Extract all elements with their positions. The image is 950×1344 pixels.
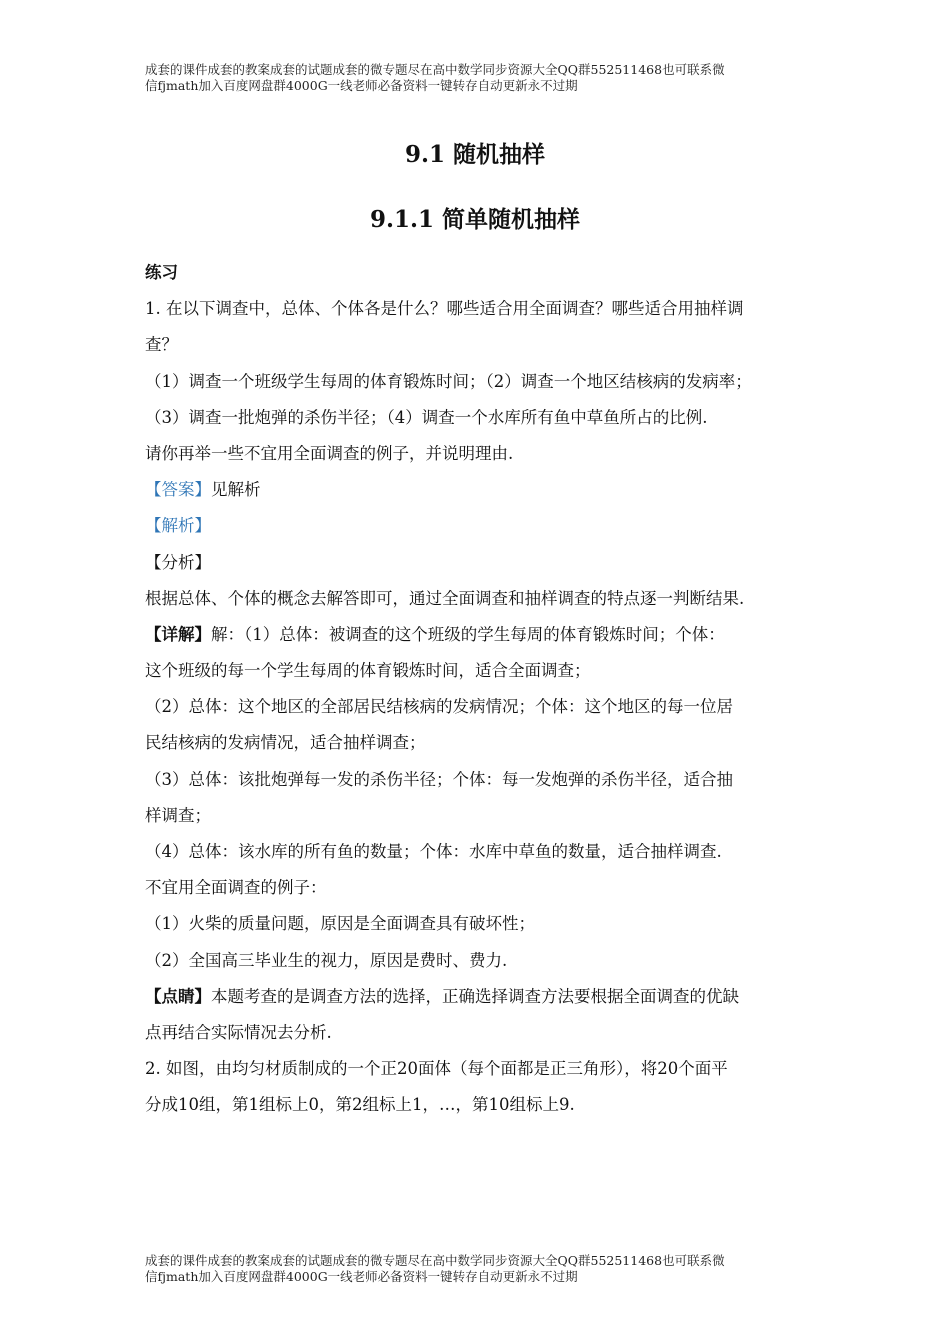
detail-line-10: （2）全国高三毕业生的视力，原因是费时、费力.: [145, 950, 508, 970]
detail-line-5: （3）总体：该批炮弹每一发的杀伤半径；个体：每一发炮弹的杀伤半径，适合抽: [145, 769, 733, 789]
detail-line-4: 民结核病的发病情况，适合抽样调查；: [145, 733, 426, 753]
detail-tag: 【详解】: [145, 624, 211, 644]
detail-line-7: （4）总体：该水库的所有鱼的数量；个体：水库中草鱼的数量，适合抽样调查.: [145, 842, 722, 861]
detail-line-2: 这个班级的每一个学生每周的体育锻炼时间，适合全面调查；: [145, 661, 591, 681]
footer-line-2: 信fjmath加入百度网盘群4000G一线老师必备资料一键转存自动更新永不过期: [145, 1269, 578, 1284]
question-1-line-2: 查？: [145, 335, 178, 355]
answer-tag: 【答案】: [145, 480, 211, 500]
footer-line-1: 成套的课件成套的教案成套的试题成套的微专题尽在高中数学同步资源大全QQ群552511468也可联系微: [145, 1253, 725, 1268]
detail-line-3: （2）总体：这个地区的全部居民结核病的发病情况；个体：这个地区的每一位居: [145, 697, 733, 717]
detail-line-9: （1）火柴的质量问题，原因是全面调查具有破坏性；: [145, 914, 535, 934]
page-footer: [145, 1253, 810, 1285]
question-1-items-2: （3）调查一批炮弹的杀伤半径；（4）调查一个水库所有鱼中草鱼所占的比例.: [145, 407, 708, 427]
question-1-ask: 请你再举一些不宜用全面调查的例子，并说明理由.: [145, 443, 514, 463]
question-1-items-1: （1）调查一个班级学生每周的体育锻炼时间；（2）调查一个地区结核病的发病率；: [145, 371, 752, 391]
question-2-line-2: 分成10组，第1组标上0，第2组标上1，…，第10组标上9.: [145, 1095, 575, 1115]
header-line-1: 成套的课件成套的教案成套的试题成套的微专题尽在高中数学同步资源大全QQ群552511468也可联系微: [145, 62, 725, 77]
dianjing-text-1: 本题考查的是调查方法的选择，正确选择调查方法要根据全面调查的优缺: [211, 986, 739, 1006]
question-2-line-1: 2. 如图，由均匀材质制成的一个正20面体（每个面都是正三角形），将20个面平: [145, 1059, 728, 1079]
fenxi-text: 根据总体、个体的概念去解答即可，通过全面调查和抽样调查的特点逐一判断结果.: [145, 588, 745, 608]
question-1-line-1: 1. 在以下调查中，总体、个体各是什么？哪些适合用全面调查？哪些适合用抽样调: [145, 299, 744, 319]
header-line-2: 信fjmath加入百度网盘群4000G一线老师必备资料一键转存自动更新永不过期: [145, 78, 578, 93]
answer-line: [145, 472, 817, 508]
detail-text-1: 解：（1）总体：被调查的这个班级的学生每周的体育锻炼时间；个体：: [211, 624, 725, 644]
answer-text: 见解析: [211, 480, 261, 500]
detail-line-8: 不宜用全面调查的例子：: [145, 878, 327, 898]
dianjing-line-1: [145, 979, 817, 1015]
page-title: 9.1 随机抽样: [404, 141, 546, 168]
page-subtitle: 9.1.1 简单随机抽样: [369, 206, 581, 233]
detail-line-1: [145, 617, 817, 653]
analysis-tag: 【解析】: [145, 516, 211, 536]
dianjing-line-2: 点再结合实际情况去分析.: [145, 1022, 332, 1042]
dianjing-tag: 【点睛】: [145, 986, 211, 1006]
document-body: [145, 255, 817, 1124]
page-header: [145, 62, 810, 94]
detail-line-6: 样调查；: [145, 805, 211, 825]
fenxi-tag: 【分析】: [145, 552, 211, 572]
section-heading: 练习: [145, 263, 178, 282]
